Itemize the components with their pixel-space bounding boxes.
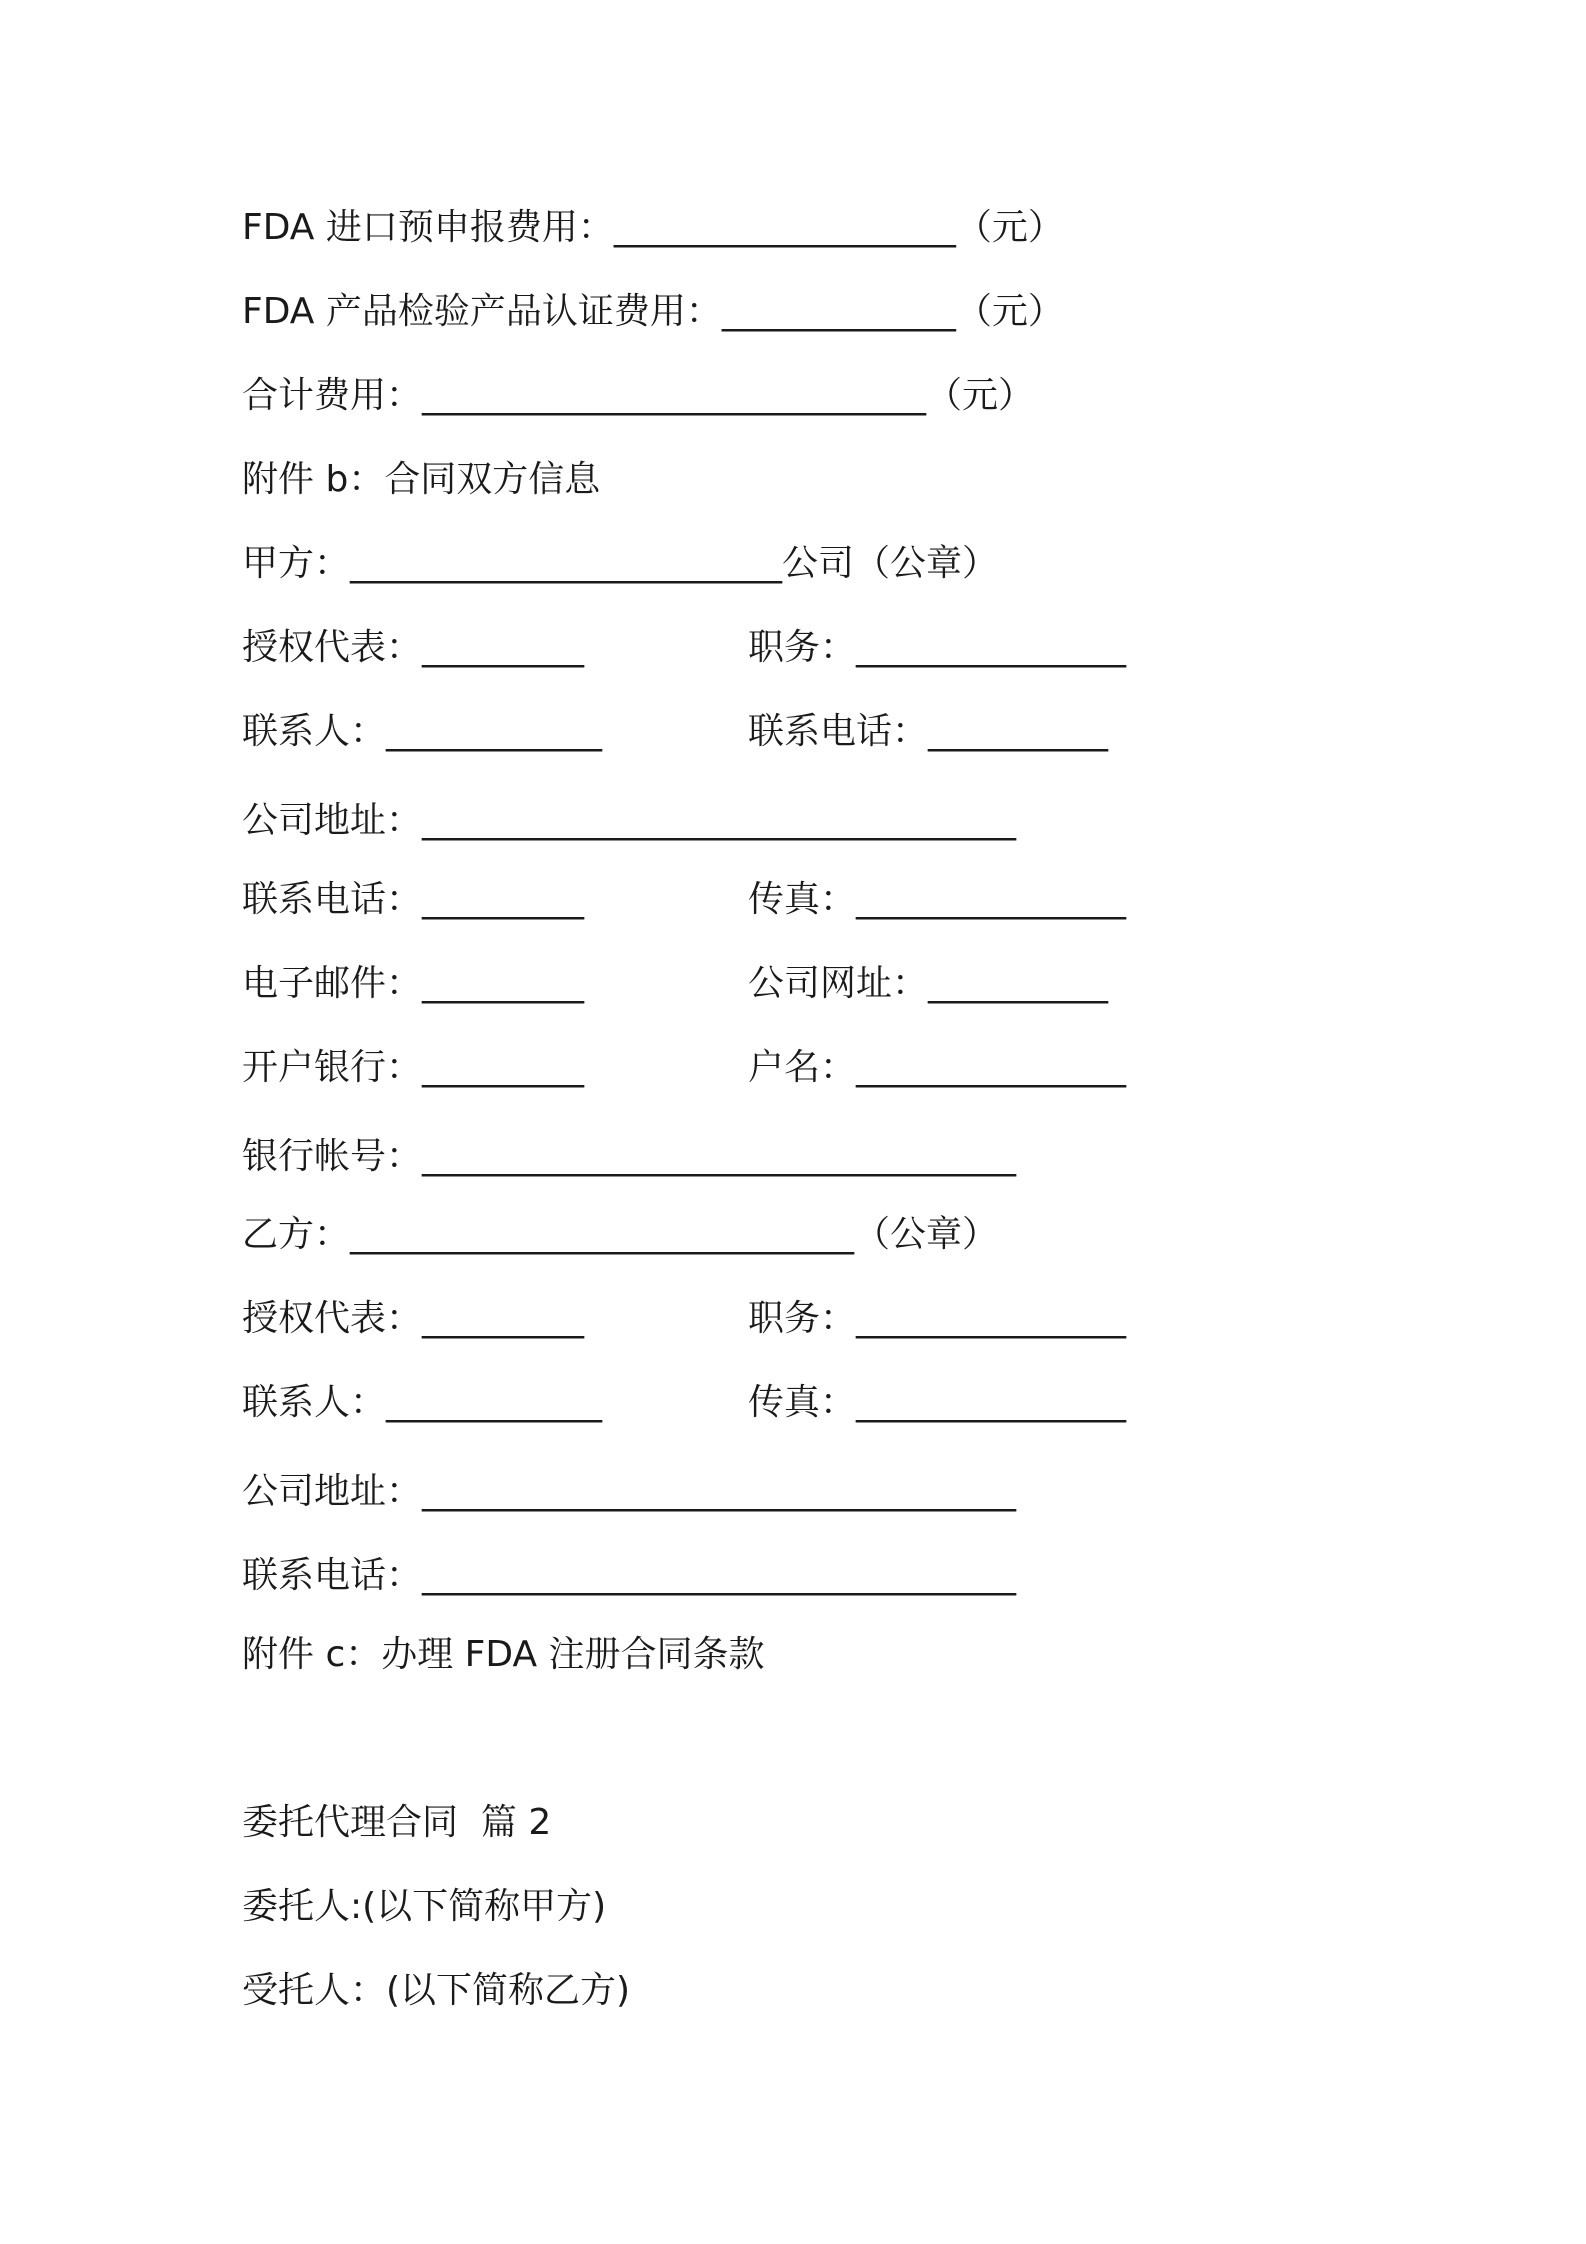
party-b-name-line: 乙方：____________________________（公章） <box>242 1214 999 1255</box>
contract2-agent: 受托人：(以下简称乙方) <box>242 1970 631 2011</box>
fee-import-prenotice: FDA 进口预申报费用：___________________（元） <box>242 207 1064 248</box>
attachment-c-heading: 附件 c：办理 FDA 注册合同条款 <box>242 1634 765 1675</box>
party-b-phone: 联系电话：_________________________________ <box>242 1555 1017 1596</box>
party-a-contact-phone: 联系电话：__________ <box>748 711 1109 752</box>
party-b-rep: 授权代表：_________ <box>242 1298 585 1339</box>
party-b-position: 职务：_______________ <box>748 1298 1127 1339</box>
party-a-bank: 开户银行：_________ <box>242 1047 585 1088</box>
party-a-contact: 联系人：____________ <box>242 711 603 752</box>
party-a-position: 职务：_______________ <box>748 627 1127 668</box>
party-a-email: 电子邮件：_________ <box>242 963 585 1004</box>
party-b-contact: 联系人：____________ <box>242 1382 603 1423</box>
fee-total: 合计费用：____________________________（元） <box>242 375 1035 416</box>
party-a-rep: 授权代表：_________ <box>242 627 585 668</box>
party-a-website: 公司网址：__________ <box>748 963 1109 1004</box>
party-a-account-no: 银行帐号：_________________________________ <box>242 1136 1017 1177</box>
party-a-name-line: 甲方：________________________公司（公章） <box>242 543 999 584</box>
party-a-account-name: 户名：_______________ <box>748 1047 1127 1088</box>
party-a-address: 公司地址：_________________________________ <box>242 800 1017 841</box>
contract2-principal: 委托人:(以下简称甲方) <box>242 1886 607 1927</box>
party-a-fax: 传真：_______________ <box>748 879 1127 920</box>
attachment-b-heading: 附件 b：合同双方信息 <box>242 459 601 500</box>
fee-product-inspection: FDA 产品检验产品认证费用：_____________（元） <box>242 291 1064 332</box>
party-b-fax: 传真：_______________ <box>748 1382 1127 1423</box>
party-a-phone: 联系电话：_________ <box>242 879 585 920</box>
contract2-title: 委托代理合同 篇 2 <box>242 1802 552 1843</box>
party-b-address: 公司地址：_________________________________ <box>242 1471 1017 1512</box>
